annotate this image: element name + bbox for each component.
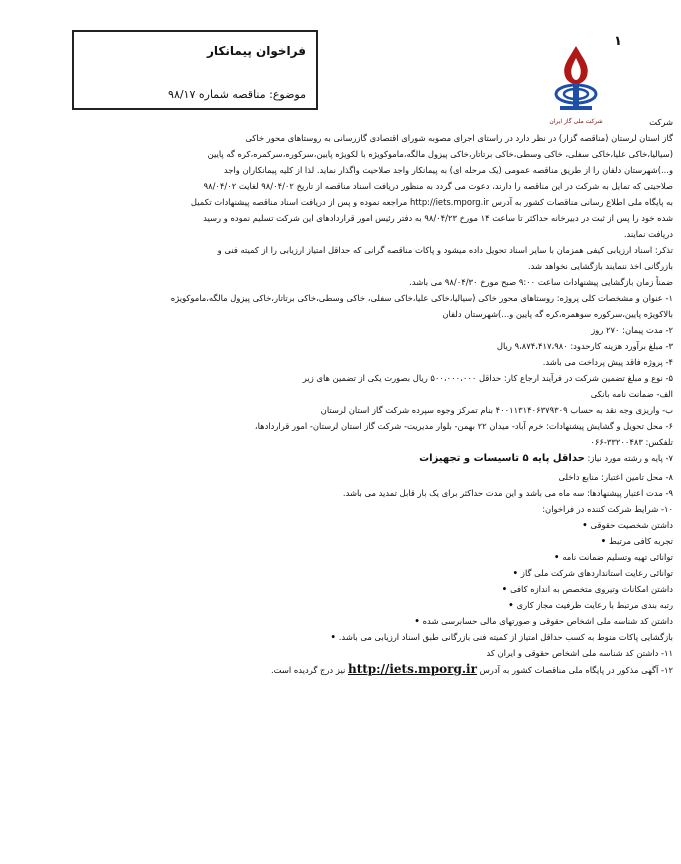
text-line: به پایگاه ملی اطلاع رسانی مناقصات کشور به آدرس http://iets.mporg.ir مراجعه نموده و پس از دریافت اسناد مناقصه پیشنهادات تکمیل — [190, 197, 673, 207]
requirement-bullet: داشتن شخصیت حقوقی • — [6, 517, 673, 533]
requirement-bullet: داشتن امکانات وتیروی متخصص به اندازه کافی • — [6, 581, 673, 597]
text-line: ۱۱- داشتن کد شناسه ملی اشخاص حقوقی و ایران کد — [486, 648, 673, 658]
text-line: و...)شهرستان دلفان را از طریق مناقصه عمومی (یک مرحله ای) به پیمانکار واجد صلاحیت واگذار نماید. لذا از کلیه پیمانکاران واجد — [223, 165, 673, 175]
text-line: ضمناً زمان بازگشایی پیشنهادات ساعت ۹:۰۰ صبح مورخ ۹۸/۰۴/۳۰ می باشد. — [409, 277, 673, 287]
text-line: تذکر: اسناد ارزیابی کیفی همزمان با سایر اسناد تحویل داده میشود و پاکات مناقصه گرانی که حداقل امتیاز ارزیابی را از کمیته فنی و — [217, 245, 673, 255]
text-line: ۱- عنوان و مشخصات کلی پروژه: روستاهای محور خاکی (سیالیا،خاکی علیا،خاکی سفلی، خاکی وسطی،خاکی برتاتار،خاکی پیزول مالگه،ماموکویژه — [170, 293, 673, 303]
text-line: صلاحیتی که تمایل به شرکت در این مناقصه را دارند، دعوت می گردد به منظور دریافت اسناد مناقصه از تاریخ ۹۸/۰۴/۰۲ لغایت ۹۸/۰۴/۰۲ — [203, 181, 673, 191]
text-line: ۱۰- شرایط شرکت کننده در فراخوان: — [542, 504, 673, 514]
tender-subject: موضوع: مناقصه شماره ۹۸/۱۷ — [168, 88, 306, 101]
final-line — [6, 661, 673, 680]
text-line: ۸- محل تامین اعتبار: منابع داخلی — [558, 472, 673, 482]
text-line: تلفکس: ۳۳۲۰۰۴۸۳-۰۶۶ — [590, 437, 673, 447]
page-number: ۱ — [614, 34, 622, 49]
grade-label: ۷- پایه و رشته مورد نیاز: — [584, 453, 673, 463]
requirement-bullet: بازگشایی پاکات منوط به کسب حداقل امتیاز از کمیته فنی بازرگانی طبق اسناد ارزیابی می باشد. • — [6, 629, 673, 645]
requirement-bullet: تجربه کافی مرتبط • — [6, 533, 673, 549]
iets-portal-link[interactable]: http://iets.mporg.ir — [347, 662, 477, 676]
requirement-bullet: داشتن کد شناسه ملی اشخاص حقوقی و صورتهای مالی حسابرسی شده • — [6, 613, 673, 629]
text-line: گاز استان لرستان (مناقصه گزار) در نظر دارد در راستای اجرای مصوبه شورای اقتصادی گازرسانی به روستاهای محور خاکی — [245, 133, 673, 143]
text-line: بالاکویژه پایین،سرکوره سوهمره،کره گه پایین و...)شهرستان دلفان — [442, 309, 673, 319]
text-line: الف- ضمانت نامه بانکی — [590, 389, 673, 399]
text-line: ۲- مدت پیمان: ۲۷۰ روز — [591, 325, 673, 335]
tender-body-text — [6, 114, 673, 680]
text-line: ۴- پروژه فاقد پیش پرداخت می باشد. — [542, 357, 673, 367]
final-line-text: ۱۲- آگهی مذکور در پایگاه ملی مناقصات کشور به آدرس — [479, 665, 673, 675]
text-line: ۹- مدت اعتبار پیشنهادها: سه ماه می باشد و این مدت حداکثر برای یک بار قابل تمدید می باشد. — [342, 488, 673, 498]
text-line: شده خود را پس از ثبت در دبیرخانه حداکثر تا ساعت ۱۴ مورخ ۹۸/۰۴/۲۳ به دفتر رئیس امور قراردادهای این شرکت تسلیم نموده و رسید — [203, 213, 673, 223]
final-line-suffix: نیز درج گردیده است. — [270, 665, 346, 675]
text-line: ۶- محل تحویل و گشایش پیشنهادات: خرم آباد- میدان ۲۲ بهمن- بلوار مدیریت- شرکت گاز استان لرستان- امور قراردادها، — [254, 421, 673, 431]
text-line: شرکت — [649, 117, 673, 127]
logo-caption: شرکت ملی گاز ایران — [549, 118, 603, 125]
document-title: فراخوان پیمانکار — [207, 44, 306, 58]
requirement-bullet: توانائی تهیه وتسلیم ضمانت نامه • — [6, 549, 673, 565]
requirement-bullet: توانائی رعایت استانداردهای شرکت ملی گاز • — [6, 565, 673, 581]
grade-line — [6, 450, 673, 469]
national-gas-company-logo-icon — [548, 42, 604, 116]
text-line: ب- واریزی وجه نقد به حساب ۴۰۰۱۱۳۱۴۰۶۳۷۹۳۰۹ بنام تمرکز وجوه سپرده شرکت گاز استان لرستان — [320, 405, 673, 415]
text-line: دریافت نمایند. — [623, 229, 673, 239]
text-line: ۵- نوع و مبلغ تضمین شرکت در فرآیند ارجاع کار: حداقل ۵۰۰،۰۰۰،۰۰۰ ریال بصورت یکی از تضمین های زیر — [302, 373, 673, 383]
grade-requirement: حداقل پایه ۵ تاسیسات و تجهیزات — [419, 453, 585, 464]
text-line: (سیالیا،خاکی علیا،خاکی سفلی، خاکی وسطی،خاکی برتاتار،خاکی پیزول مالگه،ماموکویژه با لکویژه پایین،سرکوره،سرکمره،کره گه پایین — [207, 149, 673, 159]
text-line: بازرگانی اخذ ننمایند بازگشایی نخواهد شد. — [527, 261, 673, 271]
requirement-bullet: رتبه بندی مرتبط با رعایت ظرفیت مجاز کاری • — [6, 597, 673, 613]
title-box — [72, 30, 318, 110]
text-line: ۳- مبلغ برآورد هزینه کارحدود: ۹،۸۷۴،۴۱۷،۹۸۰ ریال — [496, 341, 673, 351]
